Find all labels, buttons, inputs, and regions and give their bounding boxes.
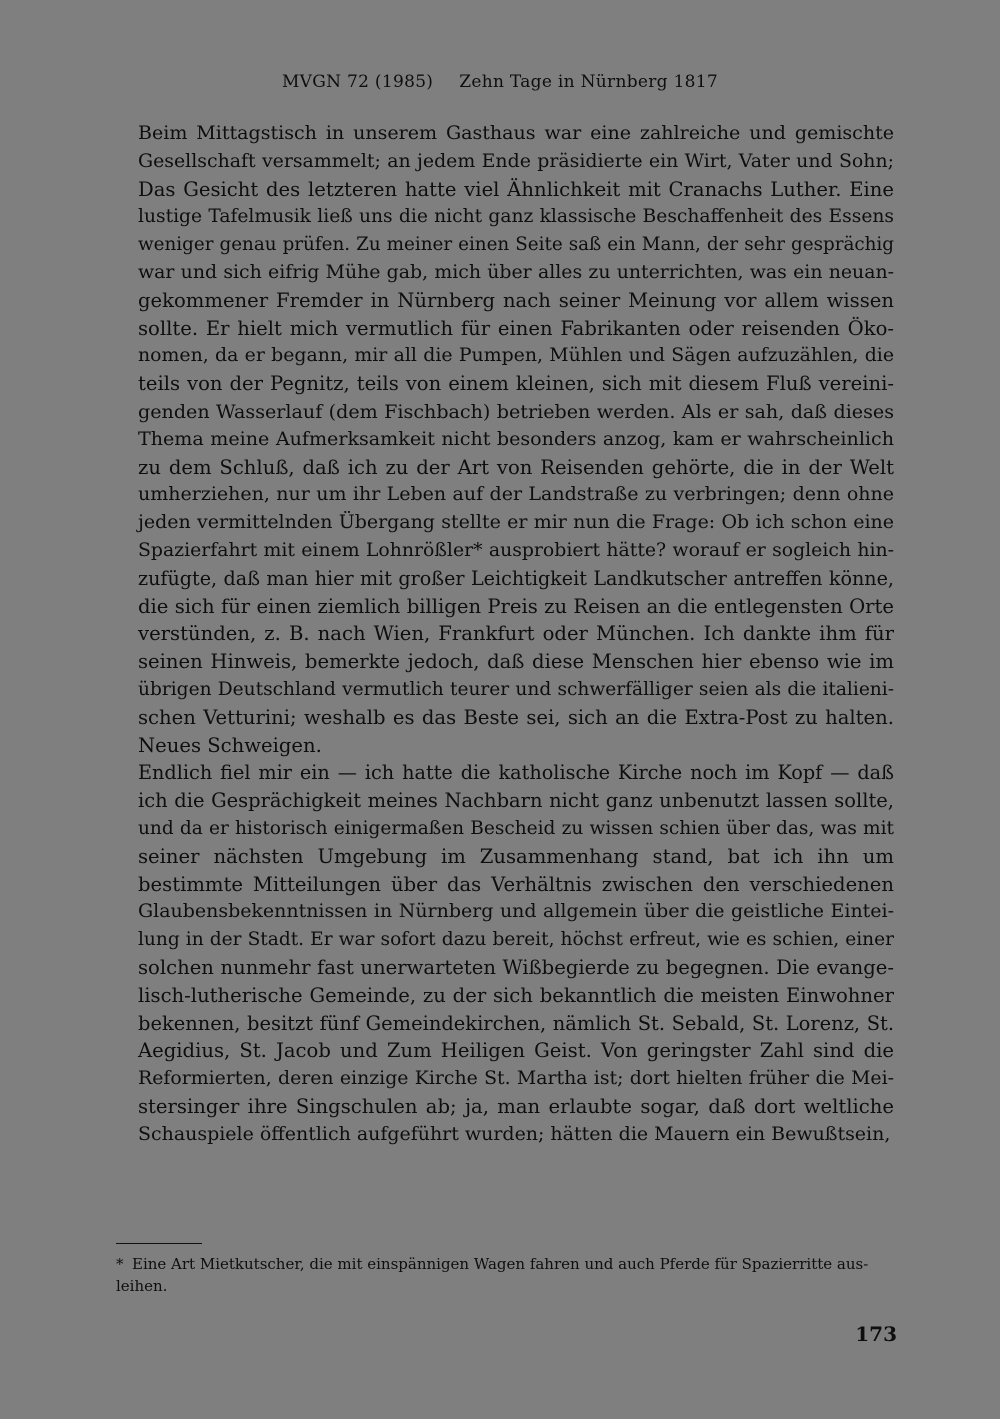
- text-line: lisch-lutherische Gemeinde, zu der sich bekanntlich die meisten Einwohner: [138, 983, 894, 1007]
- text-line: ich die Gesprächigkeit meines Nachbarn nicht ganz unbenutzt lassen sollte,: [138, 789, 894, 813]
- text-line: Aegidius, St. Jacob und Zum Heiligen Geist. Von geringster Zahl sind die: [138, 1039, 894, 1063]
- text-line: genden Wasserlauf (dem Fischbach) betrieben werden. Als er sah, daß dieses: [138, 399, 894, 423]
- footnote-separator: [116, 1243, 202, 1244]
- text-line: die sich für einen ziemlich billigen Preis zu Reisen an die entlegensten Orte: [138, 594, 894, 618]
- running-header: [0, 72, 1000, 92]
- text-line: zu dem Schluß, daß ich zu der Art von Reisenden gehörte, die in der Welt: [138, 455, 894, 479]
- page-number: 173: [855, 1322, 897, 1346]
- text-line: gekommener Fremder in Nürnberg nach seiner Meinung vor allem wissen: [138, 288, 894, 312]
- text-line: nomen, da er begann, mir all die Pumpen, Mühlen und Sägen aufzuzählen, die: [138, 344, 894, 367]
- text-line: bekennen, besitzt fünf Gemeindekirchen, nämlich St. Sebald, St. Lorenz, St.: [138, 1011, 894, 1035]
- text-line: weniger genau prüfen. Zu meiner einen Seite saß ein Mann, der sehr gesprächig: [138, 234, 894, 256]
- footnote-line: leihen.: [116, 1277, 168, 1295]
- text-line: Thema meine Aufmerksamkeit nicht besonders anzog, kam er wahrscheinlich: [138, 427, 894, 450]
- text-line: verstünden, z. B. nach Wien, Frankfurt oder München. Ich dankte ihm für: [138, 622, 894, 646]
- text-line: Beim Mittagstisch in unserem Gasthaus war eine zahlreiche und gemischte: [138, 122, 894, 144]
- text-line: Das Gesicht des letzteren hatte viel Ähnlichkeit mit Cranachs Luther. Eine: [138, 177, 894, 201]
- text-line: umherziehen, nur um ihr Leben auf der Landstraße zu verbringen; denn ohne: [138, 483, 894, 506]
- text-line: Glaubensbekenntnissen in Nürnberg und allgemein über die geistliche Eintei-: [138, 900, 894, 923]
- main-text: [116, 120, 894, 1148]
- text-line: bestimmte Mitteilungen über das Verhältnis zwischen den verschiedenen: [138, 872, 894, 896]
- journal-reference: MVGN 72 (1985): [281, 72, 434, 92]
- text-line: jeden vermittelnden Übergang stellte er mir nun die Frage: Ob ich schon eine: [138, 511, 894, 534]
- text-line: lung in der Stadt. Er war sofort dazu bereit, höchst erfreut, wie es schien, einer: [138, 929, 894, 951]
- article-title: Zehn Tage in Nürnberg 1817: [459, 72, 719, 92]
- text-line: Spazierfahrt mit einem Lohnrößler* ausprobiert hätte? worauf er sogleich hin-: [138, 539, 894, 561]
- text-line: war und sich eifrig Mühe gab, mich über alles zu unterrichten, was ein neuan-: [138, 260, 894, 283]
- text-line: teils von der Pegnitz, teils von einem kleinen, sich mit diesem Fluß vereini-: [138, 372, 894, 396]
- text-line: Gesellschaft versammelt; an jedem Ende präsidierte ein Wirt, Vater und Sohn;: [138, 149, 894, 172]
- text-line: solchen nunmehr fast unerwarteten Wißbegierde zu begegnen. Die evange-: [138, 955, 894, 979]
- text-line: Endlich fiel mir ein — ich hatte die katholische Kirche noch im Kopf — daß: [138, 761, 894, 785]
- text-line: stersinger ihre Singschulen ab; ja, man erlaubte sogar, daß dort weltliche: [138, 1094, 894, 1118]
- footnote: [116, 1253, 896, 1297]
- text-line: Neues Schweigen.: [138, 733, 322, 757]
- text-line: lustige Tafelmusik ließ uns die nicht ganz klassische Beschaffenheit des Essens: [138, 206, 894, 228]
- text-line: Schauspiele öffentlich aufgeführt wurden; hätten die Mauern ein Bewußtsein,: [138, 1122, 891, 1145]
- text-line: und da er historisch einigermaßen Bescheid zu wissen schien über das, was mit: [138, 817, 894, 839]
- paragraph: [116, 759, 894, 1148]
- text-line: Reformierten, deren einzige Kirche St. Martha ist; dort hielten früher die Mei-: [138, 1067, 894, 1090]
- paragraph: [116, 120, 894, 759]
- text-line: seinen Hinweis, bemerkte jedoch, daß diese Menschen hier ebenso wie im: [138, 650, 894, 674]
- text-line: übrigen Deutschland vermutlich teurer und schwerfälliger seien als die italieni-: [138, 678, 894, 700]
- text-line: sollte. Er hielt mich vermutlich für einen Fabrikanten oder reisenden Öko-: [138, 316, 894, 340]
- text-line: schen Vetturini; weshalb es das Beste sei, sich an die Extra-Post zu halten.: [138, 705, 894, 729]
- text-line: seiner nächsten Umgebung im Zusammenhang stand, bat ich ihn um: [138, 844, 894, 868]
- footnote-line: Eine Art Mietkutscher, die mit einspännigen Wagen fahren und auch Pferde für Spazierritte aus-: [132, 1255, 869, 1273]
- footnote-marker: *: [116, 1255, 124, 1273]
- text-line: zufügte, daß man hier mit großer Leichtigkeit Landkutscher antreffen könne,: [138, 566, 894, 590]
